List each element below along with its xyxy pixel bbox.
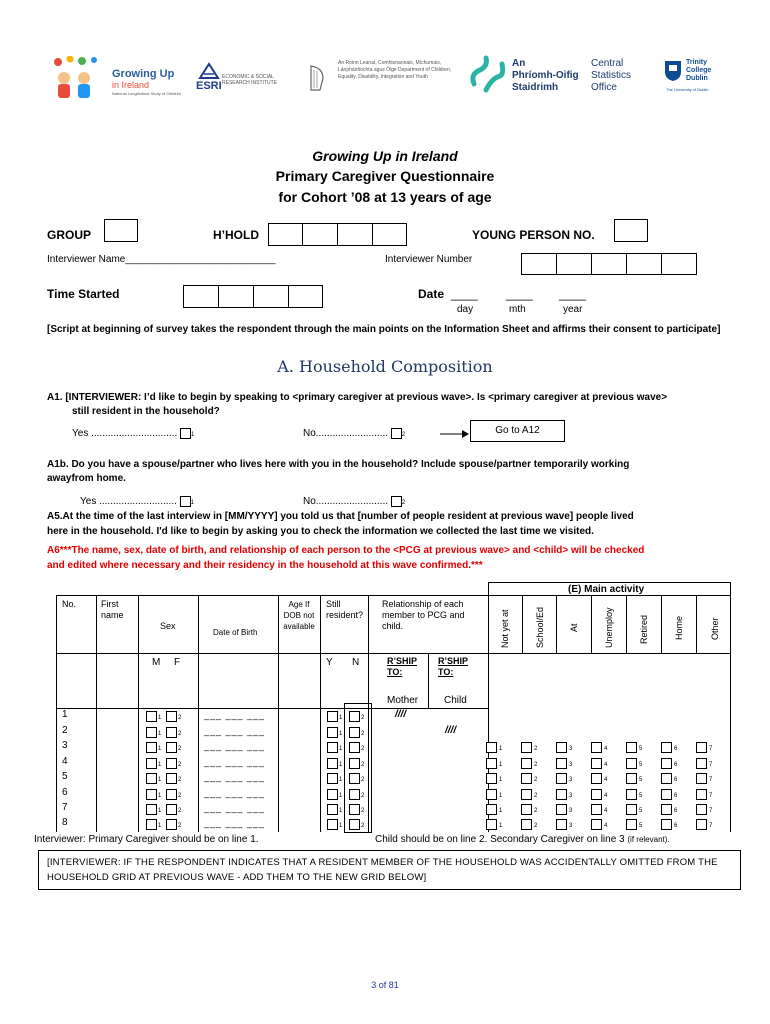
activity-code: 2 <box>534 823 538 829</box>
a1b-yes[interactable] <box>80 496 194 507</box>
sex-f-checkbox[interactable] <box>166 727 177 738</box>
sex-m-checkbox[interactable] <box>146 789 157 800</box>
code-1: 1 <box>158 793 162 799</box>
hhold-label: H’HOLD <box>213 228 259 242</box>
activity-checkbox[interactable] <box>591 804 602 815</box>
code-2: 2 <box>178 746 182 752</box>
code-2: 2 <box>178 762 182 768</box>
activity-code: 1 <box>499 746 503 752</box>
still-yes-checkbox[interactable] <box>327 711 338 722</box>
code-1: 1 <box>339 777 343 783</box>
note-line-2-main: Child should be on line 2. Secondary Caregiver on line 3 <box>375 834 625 845</box>
interviewer-name[interactable]: Interviewer Name___________________________ <box>47 254 276 265</box>
a1b-no-code: 2 <box>401 500 406 507</box>
activity-code: 5 <box>639 823 643 829</box>
tcd-2: College <box>686 67 712 74</box>
activity-checkbox[interactable] <box>591 742 602 753</box>
act-not-yet: Not yet at <box>500 609 510 648</box>
a1b-question: A1b. Do you have a spouse/partner who lives here with you in the household? Include spouse/partner temporarily working <box>47 459 630 470</box>
interviewer-instruction-text: [INTERVIEWER: IF THE RESPONDENT INDICATES THAT A RESIDENT MEMBER OF THE HOUSEHOLD WAS ACCIDENTALLY OMITTED FROM THE HOUSEHOLD GRID AT PREVIOUS WAVE - ADD THEM TO THE NEW GRID BELOW] <box>47 857 718 883</box>
activity-checkbox[interactable] <box>486 742 497 753</box>
activity-checkbox[interactable] <box>556 742 567 753</box>
a1-yes[interactable] <box>72 428 194 439</box>
a5-question-2: here in the household. I'd like to begin by asking you to check the information we collected the last time we visited. <box>47 526 594 537</box>
mth-label: mth <box>509 304 526 315</box>
code-2: 2 <box>361 762 365 768</box>
activity-code: 7 <box>709 762 713 768</box>
activity-code: 6 <box>674 823 678 829</box>
a1-no[interactable] <box>303 428 405 439</box>
activity-code: 3 <box>569 762 573 768</box>
activity-checkbox[interactable] <box>661 804 672 815</box>
tcd-logo <box>664 58 734 98</box>
cso-mark-icon <box>468 54 506 94</box>
a1-no-label: No.......................... <box>303 428 389 440</box>
activity-checkbox[interactable] <box>521 819 532 830</box>
code-1: 1 <box>158 746 162 752</box>
code-2: 2 <box>178 823 182 829</box>
activity-checkbox[interactable] <box>521 742 532 753</box>
still-no-checkbox[interactable] <box>349 711 360 722</box>
interviewer-number-label: Interviewer Number <box>385 254 473 265</box>
still-no-checkbox[interactable] <box>349 727 360 738</box>
code-2: 2 <box>178 731 182 737</box>
code-2: 2 <box>361 777 365 783</box>
activity-code: 1 <box>499 762 503 768</box>
date-of-birth-field[interactable]: ___ ___ ___ <box>204 710 266 720</box>
rship-to-2: R’SHIP TO: <box>438 656 469 677</box>
still-yes-checkbox[interactable] <box>327 773 338 784</box>
sex-f-checkbox[interactable] <box>166 804 177 815</box>
tcd-1: Trinity <box>686 59 708 66</box>
a6-question: A6***The name, sex, date of birth, and relationship of each person to the <PCG at previous wave> and <child> will be checked <box>47 545 645 556</box>
date-label: Date <box>418 287 445 301</box>
a1b-yes-label: Yes ............................ <box>80 496 177 508</box>
col-no: No. <box>62 599 77 609</box>
activity-checkbox[interactable] <box>696 758 707 769</box>
activity-code: 7 <box>709 823 713 829</box>
growing-up-logo <box>50 48 190 103</box>
activity-checkbox[interactable] <box>556 758 567 769</box>
rship-to-1: R’SHIP TO: <box>387 656 418 677</box>
main-activity-header: (E) Main activity <box>568 584 645 595</box>
still-no-checkbox[interactable] <box>349 758 360 769</box>
sex-m: M <box>152 657 161 668</box>
day-label: day <box>457 304 474 315</box>
code-2: 2 <box>178 808 182 814</box>
activity-code: 5 <box>639 762 643 768</box>
harp-icon <box>308 64 326 92</box>
cso-en-2: Statistics <box>591 70 632 81</box>
activity-checkbox[interactable] <box>591 758 602 769</box>
sex-f-checkbox[interactable] <box>166 711 177 722</box>
sex-m-checkbox[interactable] <box>146 819 157 830</box>
a1b-yes-code: 1 <box>190 500 195 507</box>
gui-subtitle: in Ireland <box>112 80 150 90</box>
date-of-birth-field[interactable]: ___ ___ ___ <box>204 757 266 767</box>
still-yes-checkbox[interactable] <box>327 789 338 800</box>
col-age: Age If DOB not available <box>283 600 315 631</box>
still-yes-checkbox[interactable] <box>327 758 338 769</box>
gui-tagline: National Longitudinal Study of Children <box>112 91 182 96</box>
code-1: 1 <box>339 715 343 721</box>
code-1: 1 <box>158 731 162 737</box>
title-line-3: for Cohort ’08 at 13 years of age <box>278 189 492 205</box>
a1-question-2: still resident in the household? <box>72 406 220 417</box>
code-1: 1 <box>339 762 343 768</box>
activity-checkbox[interactable] <box>591 819 602 830</box>
col-sex: Sex <box>160 621 176 631</box>
title-line-2: Primary Caregiver Questionnaire <box>275 168 495 184</box>
activity-checkbox[interactable] <box>521 804 532 815</box>
activity-checkbox[interactable] <box>661 789 672 800</box>
still-y: Y <box>326 657 333 668</box>
activity-checkbox[interactable] <box>486 773 497 784</box>
section-heading: A. Household Composition <box>277 357 493 376</box>
col-relationship: Relationship of each member to PCG and child. <box>382 599 465 631</box>
activity-code: 6 <box>674 746 678 752</box>
row-number: 1 <box>62 709 68 720</box>
act-home: Home <box>674 615 684 640</box>
still-no-checkbox[interactable] <box>349 789 360 800</box>
activity-checkbox[interactable] <box>521 789 532 800</box>
a1-question: A1. [INTERVIEWER: I’d like to begin by speaking to <primary caregiver at previous wave>. Is <primary caregiver at previous wave> <box>47 392 668 403</box>
activity-checkbox[interactable] <box>556 819 567 830</box>
activity-checkbox[interactable] <box>661 742 672 753</box>
activity-code: 7 <box>709 808 713 814</box>
code-1: 1 <box>158 823 162 829</box>
code-2: 2 <box>178 793 182 799</box>
activity-code: 7 <box>709 746 713 752</box>
arrow-right-icon <box>440 429 470 439</box>
cso-irish-1: An <box>512 58 526 69</box>
slashes-row2: //// <box>445 725 457 736</box>
activity-code: 4 <box>604 746 608 752</box>
activity-checkbox[interactable] <box>521 773 532 784</box>
date-of-birth-field[interactable]: ___ ___ ___ <box>204 741 266 751</box>
activity-code: 3 <box>569 793 573 799</box>
activity-code: 6 <box>674 777 678 783</box>
activity-code: 4 <box>604 793 608 799</box>
activity-code: 1 <box>499 793 503 799</box>
activity-checkbox[interactable] <box>696 804 707 815</box>
date-mth-blank[interactable]: ____ <box>506 287 533 301</box>
sex-m-checkbox[interactable] <box>146 804 157 815</box>
activity-checkbox[interactable] <box>556 804 567 815</box>
interviewer-instruction-box <box>38 850 741 890</box>
activity-checkbox[interactable] <box>696 819 707 830</box>
a1b-question-2: awayfrom home. <box>47 473 126 484</box>
activity-checkbox[interactable] <box>556 789 567 800</box>
date-of-birth-field[interactable]: ___ ___ ___ <box>204 788 266 798</box>
a1-no-code: 2 <box>401 432 406 439</box>
activity-code: 5 <box>639 777 643 783</box>
activity-checkbox[interactable] <box>696 773 707 784</box>
code-2: 2 <box>361 823 365 829</box>
esri-subtext: ECONOMIC & SOCIAL RESEARCH INSTITUTE <box>222 74 278 86</box>
activity-code: 6 <box>674 793 678 799</box>
activity-code: 6 <box>674 808 678 814</box>
cso-logo <box>468 52 632 102</box>
sex-m-checkbox[interactable] <box>146 711 157 722</box>
code-2: 2 <box>361 715 365 721</box>
code-2: 2 <box>361 808 365 814</box>
note-line-2 <box>375 834 670 845</box>
tcd-3: Dublin <box>686 75 708 82</box>
activity-code: 5 <box>639 746 643 752</box>
sex-f-checkbox[interactable] <box>166 758 177 769</box>
still-yes-checkbox[interactable] <box>327 804 338 815</box>
mother-label: Mother <box>387 695 419 706</box>
group-label: GROUP <box>47 228 92 242</box>
activity-code: 2 <box>534 808 538 814</box>
a6-question-2: and edited where necessary and their residency in the household at this wave confirmed.*** <box>47 560 483 571</box>
code-2: 2 <box>361 746 365 752</box>
code-2: 2 <box>178 777 182 783</box>
date-of-birth-field[interactable]: ___ ___ ___ <box>204 803 266 813</box>
activity-checkbox[interactable] <box>661 819 672 830</box>
activity-checkbox[interactable] <box>626 789 637 800</box>
date-year-blank[interactable]: ____ <box>559 287 586 301</box>
date-of-birth-field[interactable]: ___ ___ ___ <box>204 726 266 736</box>
col-dob: Date of Birth <box>213 628 258 637</box>
activity-code: 3 <box>569 746 573 752</box>
row-number: 2 <box>62 725 68 736</box>
a1b-no-checkbox[interactable] <box>391 496 402 507</box>
interviewer-number-box[interactable] <box>521 253 697 275</box>
activity-checkbox[interactable] <box>626 804 637 815</box>
activity-checkbox[interactable] <box>556 773 567 784</box>
activity-checkbox[interactable] <box>696 789 707 800</box>
sex-f-checkbox[interactable] <box>166 773 177 784</box>
code-1: 1 <box>339 746 343 752</box>
note-line-1: Interviewer: Primary Caregiver should be on line 1. <box>34 834 259 845</box>
sex-f-checkbox[interactable] <box>166 819 177 830</box>
activity-code: 2 <box>534 746 538 752</box>
activity-code: 3 <box>569 777 573 783</box>
activity-checkbox[interactable] <box>626 758 637 769</box>
code-2: 2 <box>361 793 365 799</box>
activity-checkbox[interactable] <box>486 789 497 800</box>
col-still: Still resident? <box>326 599 364 620</box>
sex-m-checkbox[interactable] <box>146 727 157 738</box>
activity-checkbox[interactable] <box>591 789 602 800</box>
sex-m-checkbox[interactable] <box>146 758 157 769</box>
tcd-crest-icon <box>664 60 682 82</box>
activity-code: 4 <box>604 823 608 829</box>
activity-code: 6 <box>674 762 678 768</box>
a1b-no-label: No.......................... <box>303 496 389 508</box>
activity-checkbox[interactable] <box>661 773 672 784</box>
still-yes-checkbox[interactable] <box>327 742 338 753</box>
activity-code: 5 <box>639 808 643 814</box>
code-1: 1 <box>339 808 343 814</box>
group-box[interactable] <box>104 219 138 242</box>
activity-code: 5 <box>639 793 643 799</box>
act-retired: Retired <box>639 614 649 644</box>
activity-checkbox[interactable] <box>626 819 637 830</box>
act-other: Other <box>710 617 720 640</box>
goto-a12-text: Go to A12 <box>495 425 540 436</box>
code-1: 1 <box>158 777 162 783</box>
row-number: 8 <box>62 817 68 828</box>
col-first-name: First name <box>101 599 124 620</box>
activity-checkbox[interactable] <box>521 758 532 769</box>
row-number: 3 <box>62 740 68 751</box>
children-icon <box>50 56 110 101</box>
activity-code: 7 <box>709 777 713 783</box>
script-instruction: [Script at beginning of survey takes the respondent through the main points on the Information Sheet and affirms their consent to participate] <box>47 324 721 335</box>
activity-code: 1 <box>499 808 503 814</box>
still-no-checkbox[interactable] <box>349 773 360 784</box>
title-line-1: Growing Up in Ireland <box>312 148 458 164</box>
code-2: 2 <box>361 731 365 737</box>
child-label: Child <box>444 695 467 706</box>
page-number: 3 of 81 <box>371 980 399 990</box>
activity-code: 3 <box>569 823 573 829</box>
cso-irish-3: Staidrimh <box>512 82 559 93</box>
a1-yes-label: Yes ............................... <box>72 428 178 440</box>
act-at: At <box>569 623 579 632</box>
code-1: 1 <box>158 762 162 768</box>
a1b-yes-checkbox[interactable] <box>180 496 191 507</box>
activity-code: 4 <box>604 777 608 783</box>
cso-irish-2: Phríomh-Oifig <box>512 70 579 81</box>
still-yes-checkbox[interactable] <box>327 819 338 830</box>
activity-checkbox[interactable] <box>696 742 707 753</box>
sex-f-checkbox[interactable] <box>166 742 177 753</box>
time-started-label: Time Started <box>47 287 120 301</box>
activity-checkbox[interactable] <box>661 758 672 769</box>
esri-mark-icon <box>198 60 220 82</box>
activity-checkbox[interactable] <box>486 819 497 830</box>
code-1: 1 <box>339 823 343 829</box>
act-unemploy: Unemploy <box>604 607 614 648</box>
activity-code: 2 <box>534 762 538 768</box>
activity-code: 4 <box>604 762 608 768</box>
department-text: An Roinn Leanaí, Comhionannais, Míchumais, Lánpháirtíochta agus Óige Department of Children, Equality, Disability, Integration and Youth <box>338 60 452 80</box>
cso-en-3: Office <box>591 82 617 93</box>
row-number: 7 <box>62 802 68 813</box>
sex-m-checkbox[interactable] <box>146 742 157 753</box>
a1b-no[interactable] <box>303 496 405 507</box>
date-of-birth-field[interactable]: ___ ___ ___ <box>204 818 266 828</box>
code-1: 1 <box>158 808 162 814</box>
gui-title: Growing Up <box>112 68 175 80</box>
activity-checkbox[interactable] <box>591 773 602 784</box>
activity-code: 1 <box>499 823 503 829</box>
year-label: year <box>563 304 583 315</box>
activity-code: 2 <box>534 793 538 799</box>
a5-question: A5.At the time of the last interview in [MM/YYYY] you told us that [number of people resident at previous wave] people lived <box>47 511 634 522</box>
esri-logo <box>196 60 296 100</box>
sex-f-checkbox[interactable] <box>166 789 177 800</box>
date-day-blank[interactable]: ____ <box>451 287 478 301</box>
activity-code: 2 <box>534 777 538 783</box>
row-number: 4 <box>62 756 68 767</box>
a1-no-checkbox[interactable] <box>391 428 402 439</box>
note-line-2-small: (if relevant). <box>627 835 670 844</box>
date-of-birth-field[interactable]: ___ ___ ___ <box>204 772 266 782</box>
activity-checkbox[interactable] <box>486 758 497 769</box>
young-person-label: YOUNG PERSON NO. <box>472 228 595 242</box>
activity-checkbox[interactable] <box>486 804 497 815</box>
still-yes-checkbox[interactable] <box>327 727 338 738</box>
still-n: N <box>352 657 360 668</box>
code-1: 1 <box>339 793 343 799</box>
young-person-box[interactable] <box>614 219 648 242</box>
activity-code: 3 <box>569 808 573 814</box>
row-number: 5 <box>62 771 68 782</box>
act-school: School/Ed <box>535 606 545 648</box>
sex-m-checkbox[interactable] <box>146 773 157 784</box>
cso-en-1: Central <box>591 58 624 69</box>
slashes-row1: //// <box>395 709 407 720</box>
activity-checkbox[interactable] <box>626 773 637 784</box>
goto-a12-box <box>470 420 565 442</box>
esri-text: ESRI <box>196 80 222 92</box>
row-number: 6 <box>62 787 68 798</box>
still-no-checkbox[interactable] <box>349 819 360 830</box>
still-no-checkbox[interactable] <box>349 804 360 815</box>
a1-yes-code: 1 <box>191 432 195 439</box>
code-1: 1 <box>158 715 162 721</box>
activity-checkbox[interactable] <box>626 742 637 753</box>
code-1: 1 <box>339 731 343 737</box>
still-no-checkbox[interactable] <box>349 742 360 753</box>
activity-code: 1 <box>499 777 503 783</box>
a1-yes-checkbox[interactable] <box>180 428 191 439</box>
department-logo <box>308 58 458 98</box>
tcd-4: The University of Dublin <box>666 87 709 92</box>
code-2: 2 <box>178 715 182 721</box>
sex-f: F <box>174 657 181 668</box>
activity-code: 7 <box>709 793 713 799</box>
activity-code: 4 <box>604 808 608 814</box>
